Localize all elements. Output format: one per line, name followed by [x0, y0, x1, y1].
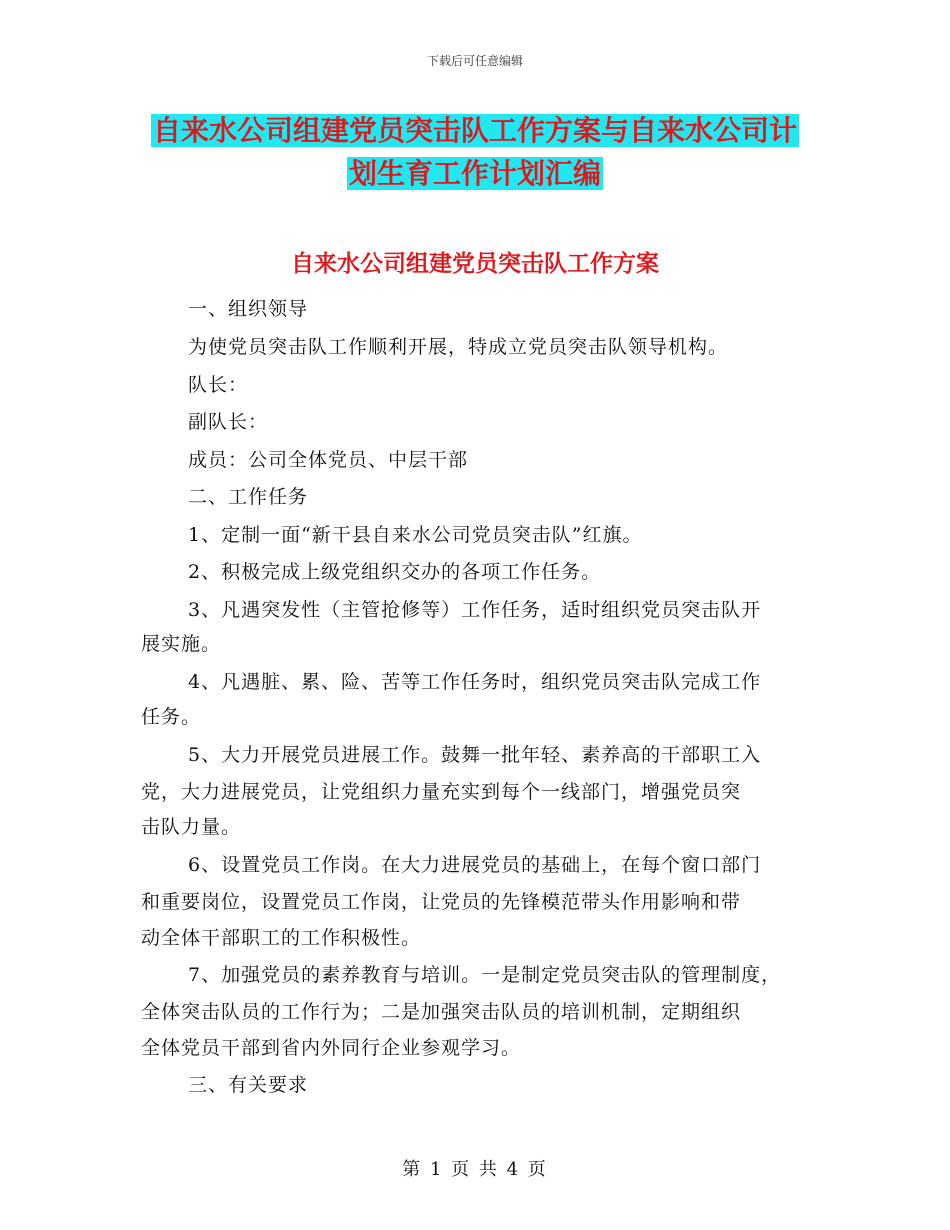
paragraph-line: 全体突击队员的工作行为；二是加强突击队员的培训机制，定期组织	[141, 1001, 742, 1023]
paragraph-line: 3、凡遇突发性（主管抢修等）工作任务，适时组织党员突击队开	[188, 599, 762, 621]
document-title-line-1: 自来水公司组建党员突击队工作方案与自来水公司计	[152, 114, 797, 147]
paragraph-line: 7、加强党员的素养教育与培训。一是制定党员突击队的管理制度，	[188, 964, 782, 986]
heading-organization: 一、组织领导	[188, 298, 309, 320]
heading-tasks: 二、工作任务	[188, 486, 309, 508]
paragraph-line: 任务。	[141, 706, 202, 728]
download-note: 下载后可任意编辑	[426, 54, 523, 68]
heading-requirements: 三、有关要求	[188, 1074, 309, 1096]
paragraph-line: 动全体干部职工的工作积极性。	[141, 927, 422, 949]
document-title-line-2: 划生育工作计划汇编	[348, 157, 601, 190]
paragraph-line: 成员：公司全体党员、中层干部	[188, 449, 469, 471]
paragraph-line: 为使党员突击队工作顺利开展，特成立党员突击队领导机构。	[188, 336, 729, 358]
section-title: 自来水公司组建党员突击队工作方案	[291, 251, 659, 277]
paragraph-line: 1、定制一面“新干县自来水公司党员突击队”红旗。	[188, 524, 643, 546]
paragraph-line: 击队力量。	[141, 816, 242, 838]
paragraph-line: 6、设置党员工作岗。在大力进展党员的基础上，在每个窗口部门	[188, 854, 762, 876]
paragraph-line: 队长：	[188, 374, 249, 396]
paragraph-line: 2、积极完成上级党组织交办的各项工作任务。	[188, 561, 602, 583]
paragraph-line: 党，大力进展党员，让党组织力量充实到每个一线部门，增强党员突	[141, 781, 742, 803]
paragraph-line: 副队长：	[188, 411, 269, 433]
paragraph-line: 和重要岗位，设置党员工作岗，让党员的先锋模范带头作用影响和带	[141, 891, 742, 913]
paragraph-line: 展实施。	[141, 633, 222, 655]
paragraph-line: 全体党员干部到省内外同行企业参观学习。	[141, 1037, 522, 1059]
page-number: 第 1 页 共 4 页	[402, 1159, 548, 1180]
paragraph-line: 5、大力开展党员进展工作。鼓舞一批年轻、素养高的干部职工入	[188, 744, 762, 766]
paragraph-line: 4、凡遇脏、累、险、苦等工作任务时，组织党员突击队完成工作	[188, 671, 762, 693]
